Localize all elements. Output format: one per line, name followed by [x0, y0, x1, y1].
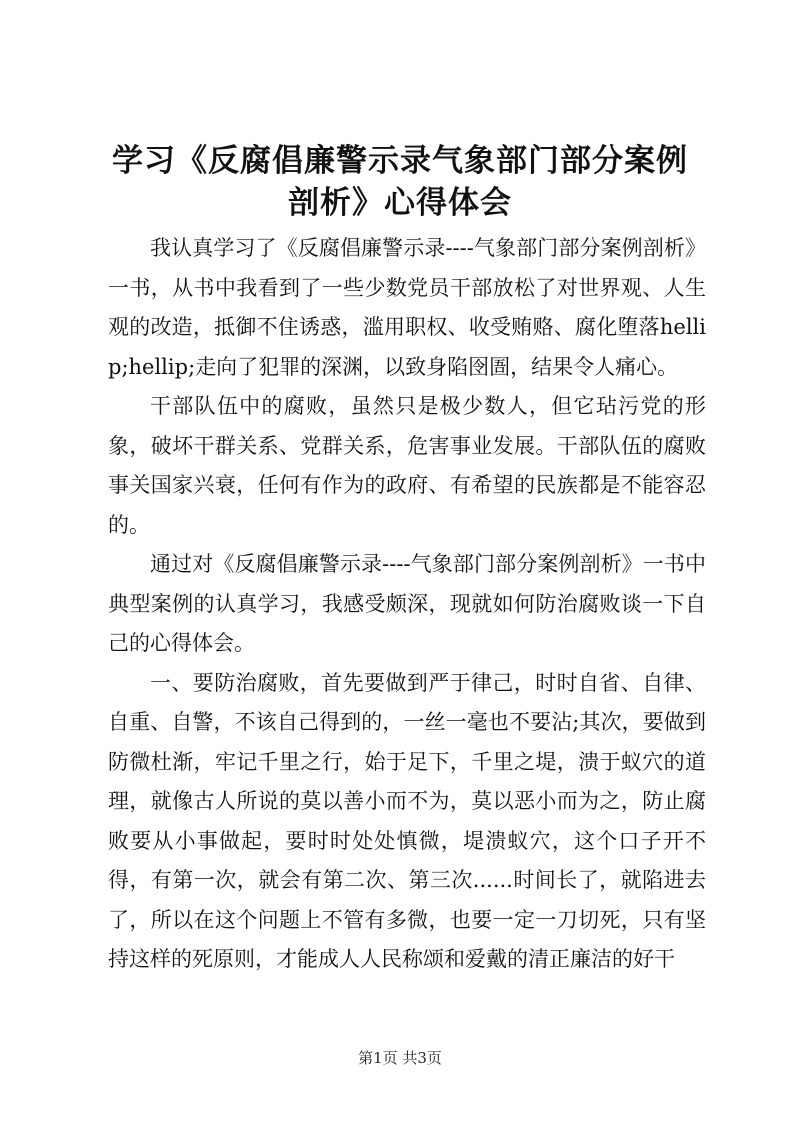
paragraph-1: 我认真学习了《反腐倡廉警示录----气象部门部分案例剖析》一书，从书中我看到了一些少数党员干部放松了对世界观、人生观的改造，抵御不住诱惑，滥用职权、收受贿赂、腐化堕落hellip;hellip;走向了犯罪的深渊，以致身陷囹圄，结果令人痛心。 — [108, 236, 706, 379]
paragraph-3: 通过对《反腐倡廉警示录----气象部门部分案例剖析》一书中典型案例的认真学习，我感受颇深，现就如何防治腐败谈一下自己的心得体会。 — [108, 552, 706, 655]
paragraph-4: 一、要防治腐败，首先要做到严于律己，时时自省、自律、自重、自警，不该自己得到的，一丝一毫也不要沾;其次，要做到防微杜渐，牢记千里之行，始于足下，千里之堤，溃于蚁穴的道理，就像古人所说的莫以善小而不为，莫以恶小而为之，防止腐败要从小事做起，要时时处处慎微，堤溃蚁穴，这个口子开不得，有第一次，就会有第二次、第三次......时间长了，就陷进去了，所以在这个问题上不管有多微，也要一定一刀切死，只有坚持这样的死原则，才能成人人民称颂和爱戴的清正廉洁的好干 — [108, 670, 706, 971]
paragraph-2: 干部队伍中的腐败，虽然只是极少数人，但它玷污党的形象，破坏干群关系、党群关系，危害事业发展。干部队伍的腐败事关国家兴衰，任何有作为的政府、有希望的民族都是不能容忍的。 — [108, 394, 706, 537]
page-footer: 第1页 共3页 — [358, 1049, 442, 1067]
document-body — [108, 229, 706, 980]
page-title: 学习《反腐倡廉警示录气象部门部分案例剖析》心得体会 — [112, 143, 688, 221]
